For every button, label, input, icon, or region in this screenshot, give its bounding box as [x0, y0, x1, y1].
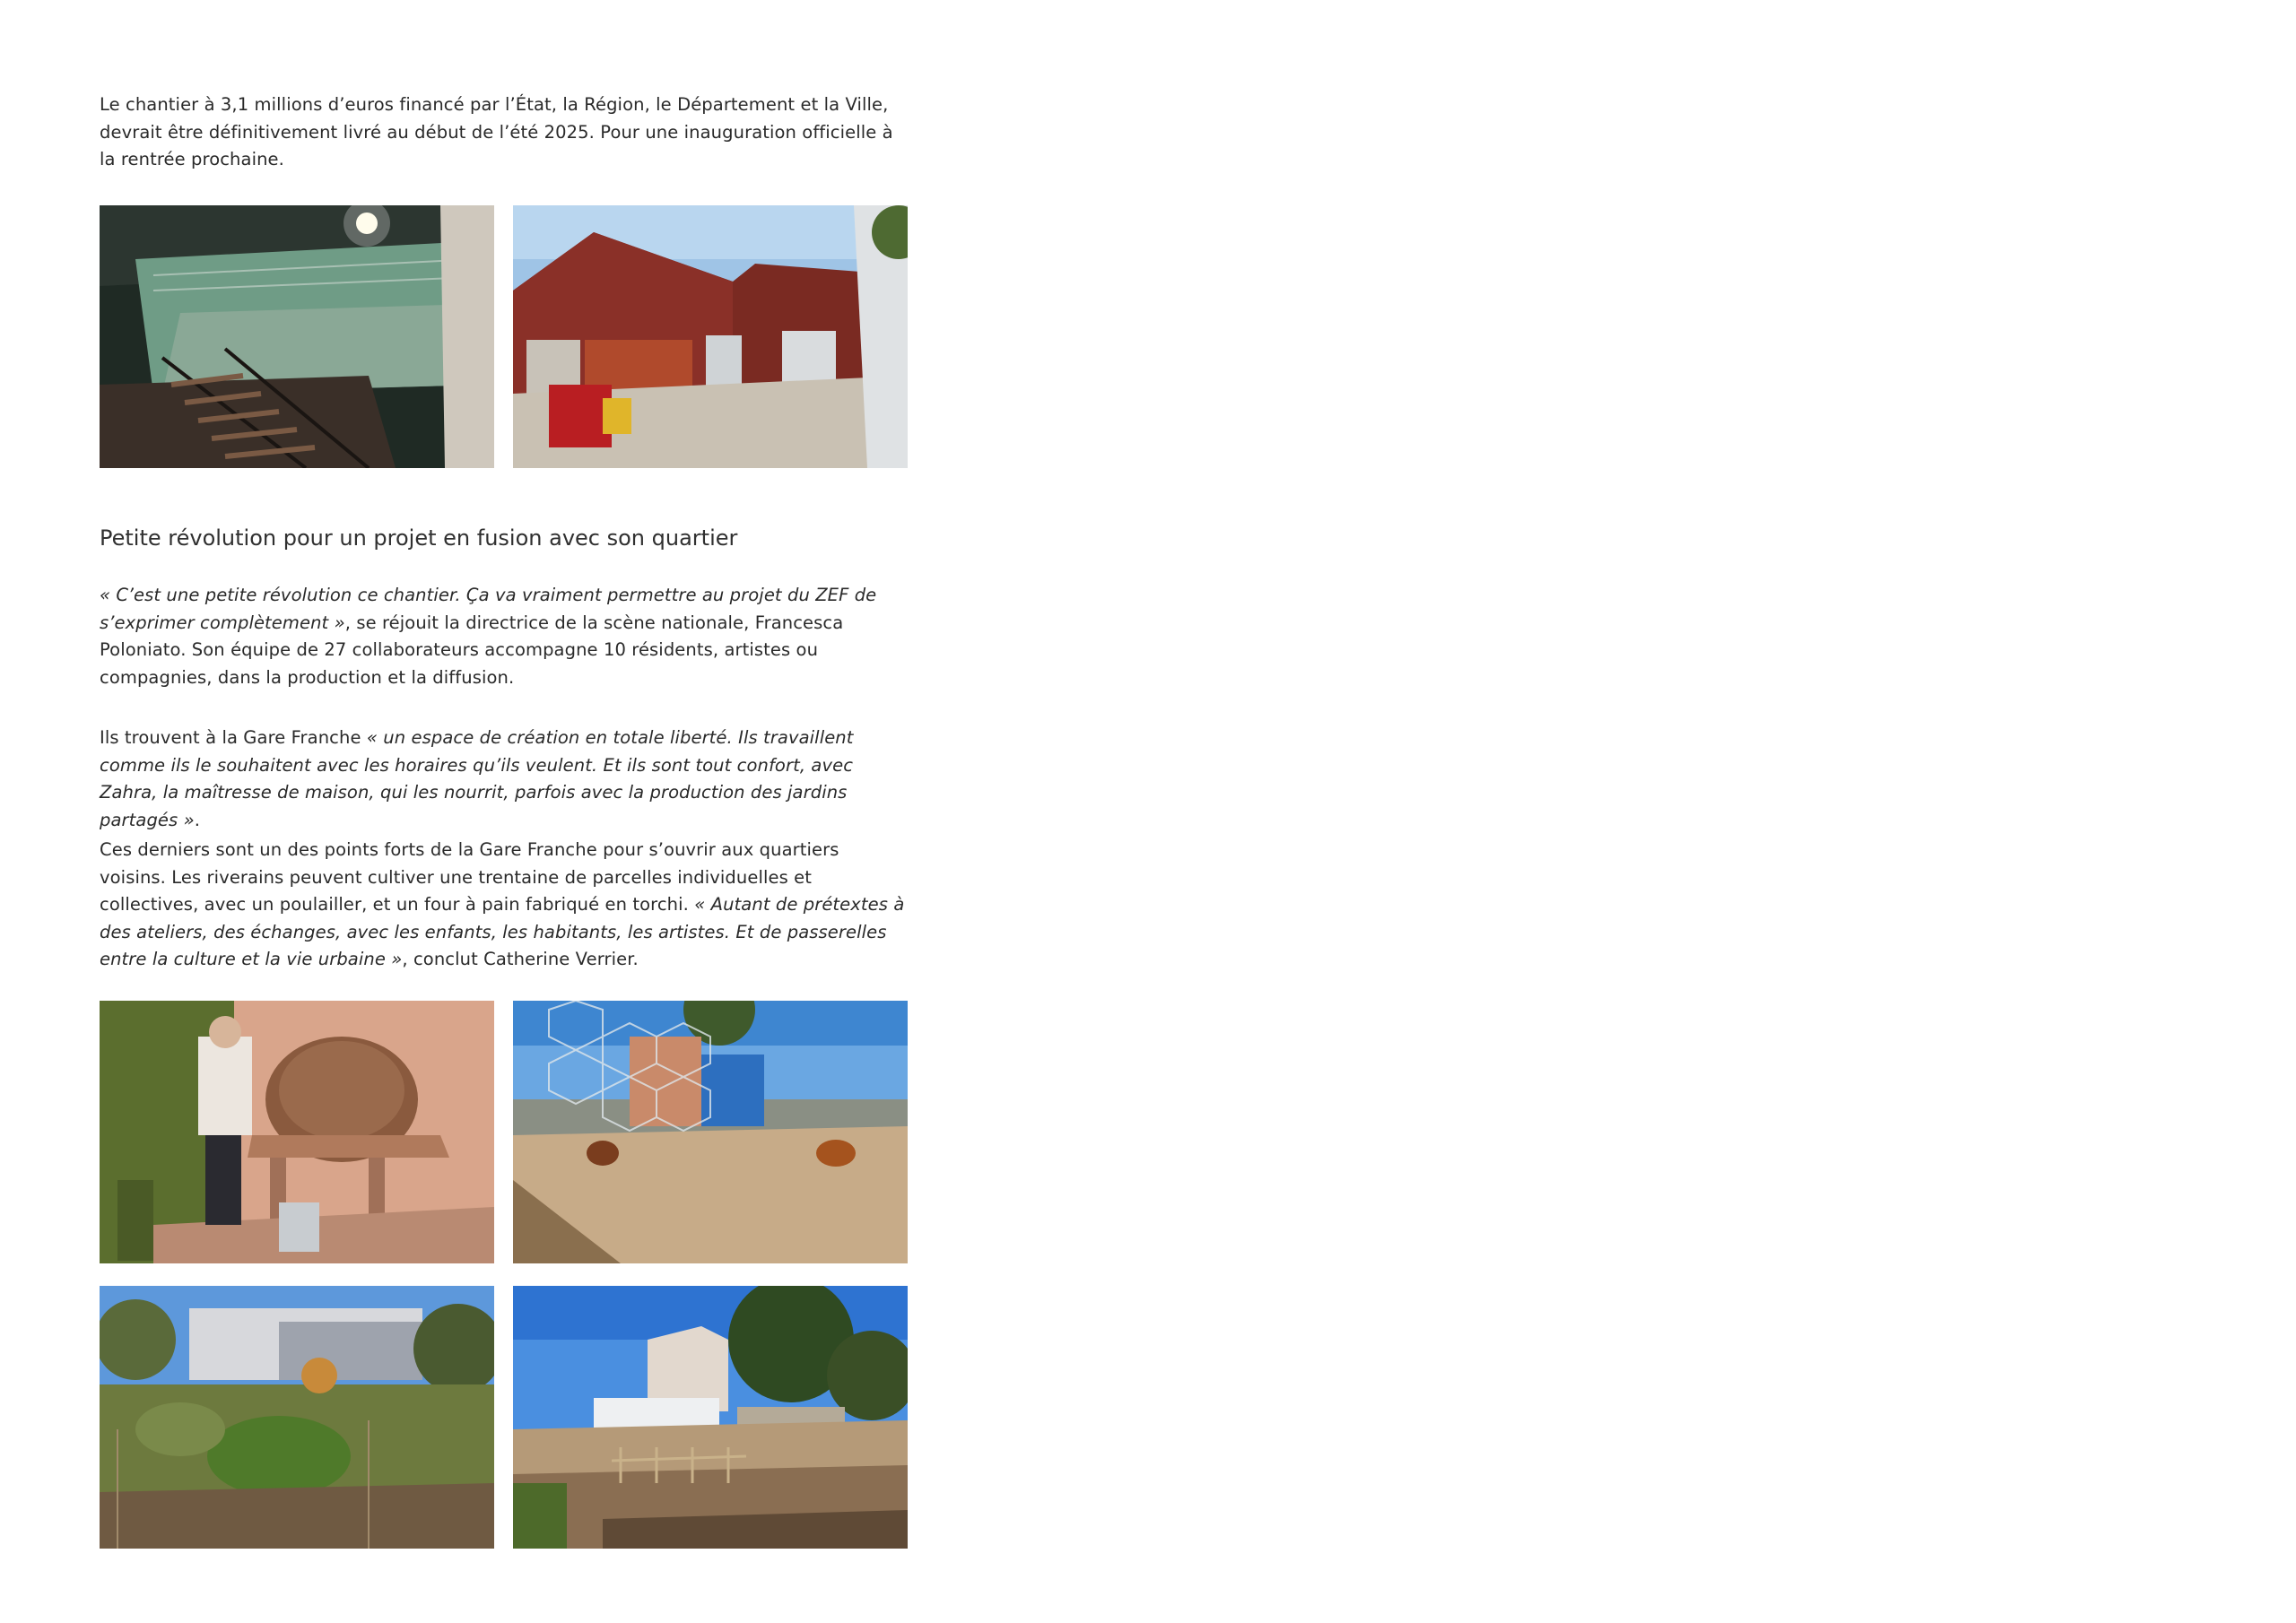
intro-paragraph: Le chantier à 3,1 millions d’euros financé par l’État, la Région, le Département et la Ville, devrait être définitivement livré au début de l’été 2025. Pour une inauguration officielle à la rentrée prochaine.: [100, 94, 893, 169]
photo-garden-plots: [513, 1286, 908, 1549]
section-title: Petite révolution pour un projet en fusion avec son quartier: [100, 525, 738, 551]
quote-liberte: « un espace de création en totale liberté. Ils travaillent comme ils le souhaitent avec les horaires qu’ils veulent. Et ils sont tout confort, avec Zahra, la maîtresse de maison, qui les nourrit, parfois avec la production des jardins partagés »: [100, 727, 854, 830]
paragraph-gare-franche: [100, 725, 907, 834]
paragraph-jardins-end: , conclut Catherine Verrier.: [402, 949, 639, 969]
quote-verrier: « Autant de prétextes à des ateliers, des échanges, avec les enfants, les habitants, les artistes. Et de passerelles entre la culture et la vie urbaine »: [100, 894, 905, 969]
paragraph-zef: [100, 582, 907, 691]
photo-red-warehouse-exterior: [513, 205, 908, 468]
paragraph-jardins: [100, 837, 907, 974]
paragraph-gare-lead: Ils trouvent à la Gare Franche: [100, 727, 367, 748]
photo-chicken-coop: [513, 1001, 908, 1263]
paragraph-jardins-lead: Ces derniers sont un des points forts de la Gare Franche pour s’ouvrir aux quartiers voisins. Les riverains peuvent cultiver une trentaine de parcelles individuelles et collectives, avec un poulailler, et un four à pain fabriqué en torchi.: [100, 839, 839, 915]
photo-shared-garden: [100, 1286, 494, 1549]
paragraph-zef-text: , se réjouit la directrice de la scène nationale, Francesca Poloniato. Son équipe de 27 collaborateurs accompagne 10 résidents, artistes ou compagnies, dans la production et la diffusion.: [100, 612, 844, 688]
photo-bread-oven: [100, 1001, 494, 1263]
quote-poloniato: « C’est une petite révolution ce chantier. Ça va vraiment permettre au projet du ZEF de s’exprimer complètement »: [100, 585, 877, 633]
photo-warehouse-interior: [100, 205, 494, 468]
paragraph-gare-end: .: [194, 809, 201, 830]
